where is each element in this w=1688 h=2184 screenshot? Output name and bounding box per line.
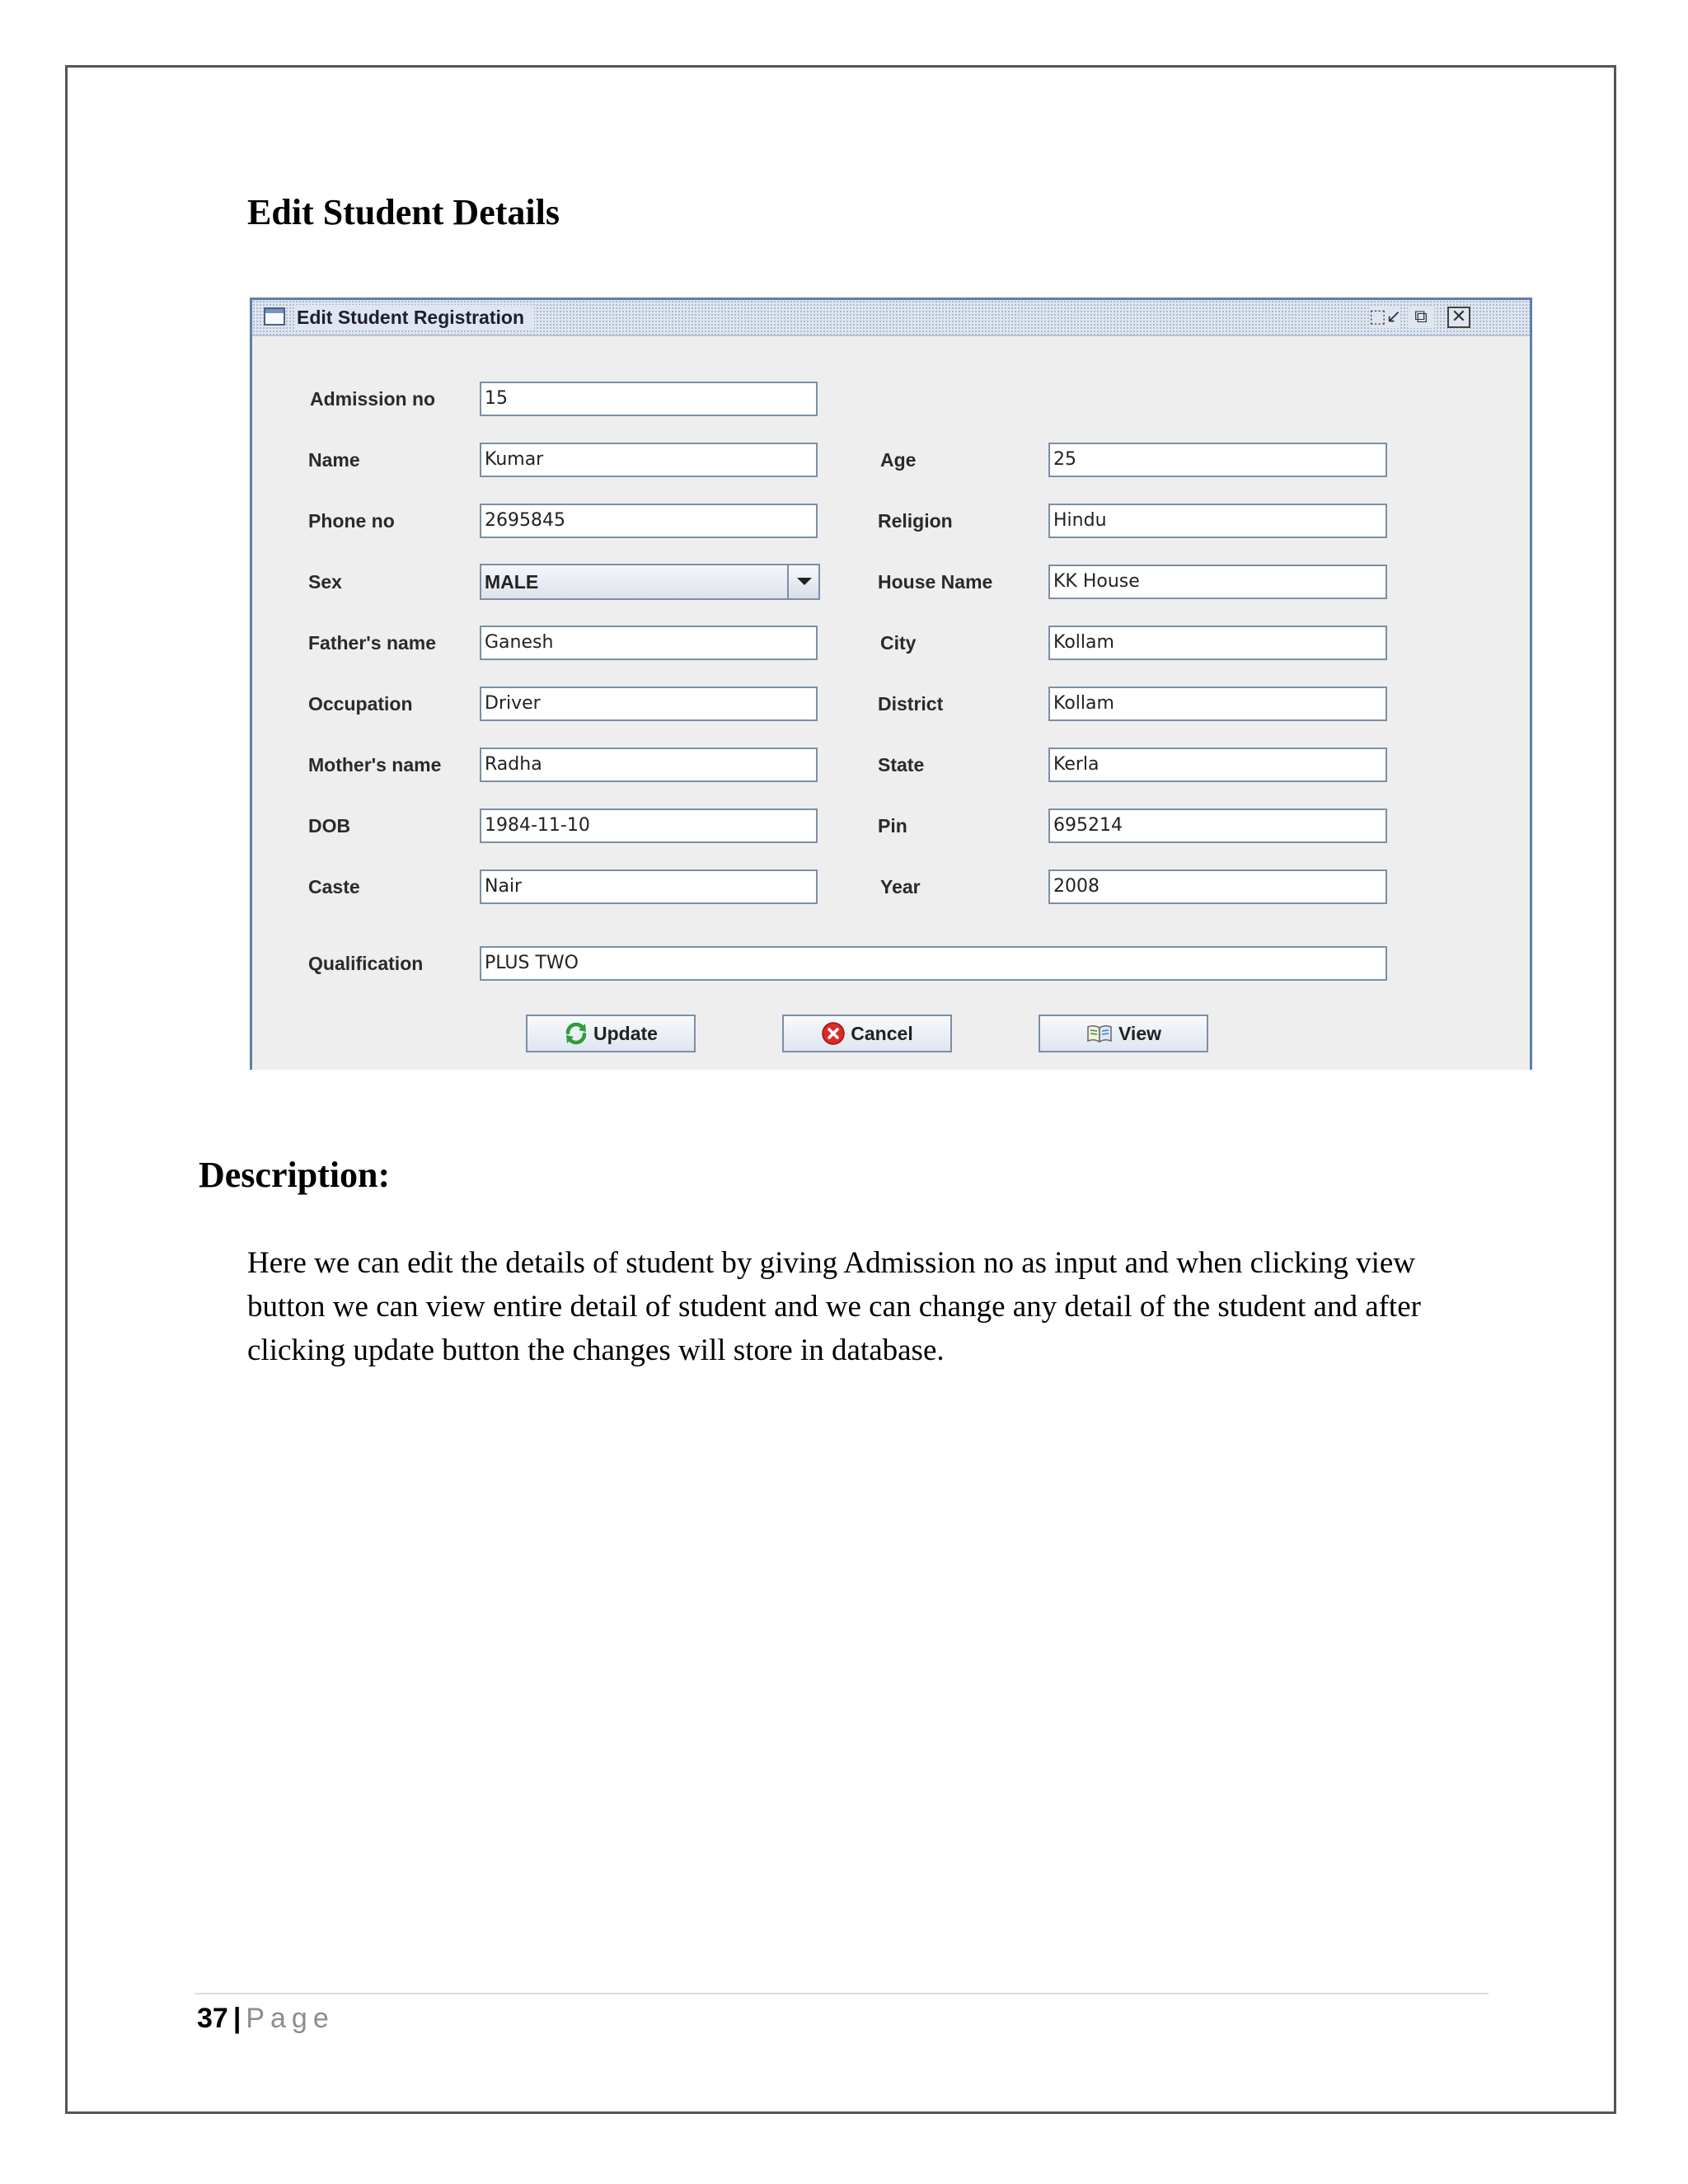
occupation-field[interactable]: Driver [480, 687, 818, 721]
page-footer [197, 2002, 335, 2035]
religion-label: Religion [878, 510, 953, 532]
admission-no-label: Admission no [310, 388, 436, 410]
phone-no-label: Phone no [308, 510, 395, 532]
book-icon [1085, 1023, 1114, 1044]
update-button[interactable] [526, 1015, 696, 1052]
mothers-name-field[interactable]: Radha [480, 748, 818, 782]
maximize-icon[interactable]: ⧉ [1408, 307, 1434, 328]
sex-select-value: MALE [485, 571, 539, 593]
cancel-button[interactable] [782, 1015, 952, 1052]
pin-label: Pin [878, 815, 907, 837]
city-field[interactable]: Kollam [1048, 626, 1387, 660]
dob-label: DOB [308, 815, 351, 837]
qualification-field[interactable]: PLUS TWO [480, 946, 1387, 981]
city-label: City [880, 632, 917, 654]
close-icon[interactable]: ✕ [1447, 307, 1470, 328]
qualification-label: Qualification [308, 953, 424, 974]
footer-divider [195, 1993, 1489, 1994]
pin-field[interactable]: 695214 [1048, 808, 1387, 843]
age-label: Age [880, 449, 917, 471]
section-heading: Edit Student Details [247, 192, 560, 232]
restore-icon[interactable]: ⬚↙ [1369, 307, 1402, 327]
window-titlebar[interactable] [252, 300, 1530, 336]
age-field[interactable]: 25 [1048, 443, 1387, 477]
caste-label: Caste [308, 876, 360, 898]
view-button[interactable] [1039, 1015, 1208, 1052]
cancel-button-label: Cancel [851, 1022, 913, 1044]
sex-label: Sex [308, 571, 342, 593]
name-field[interactable]: Kumar [480, 443, 818, 477]
update-button-label: Update [593, 1022, 658, 1044]
mothers-name-label: Mother's name [308, 754, 442, 776]
page-number: 37 [197, 2003, 228, 2034]
dob-field[interactable]: 1984-11-10 [480, 808, 818, 843]
edit-student-window [250, 298, 1532, 1070]
refresh-icon [564, 1021, 588, 1046]
house-name-field[interactable]: KK House [1048, 565, 1387, 599]
house-name-label: House Name [878, 571, 993, 593]
phone-no-field[interactable]: 2695845 [480, 504, 818, 538]
admission-no-field[interactable]: 15 [480, 382, 818, 416]
year-label: Year [880, 876, 921, 898]
cancel-icon [821, 1021, 846, 1046]
state-field[interactable]: Kerla [1048, 748, 1387, 782]
caste-field[interactable]: Nair [480, 869, 818, 904]
fathers-name-field[interactable]: Ganesh [480, 626, 818, 660]
district-field[interactable]: Kollam [1048, 687, 1387, 721]
religion-field[interactable]: Hindu [1048, 504, 1387, 538]
description-text: Here we can edit the details of student by giving Admission no as input and when clicking view button we can view entire detail of student and we can change any detail of the student and after clicking update button the changes will store in database. [247, 1246, 1421, 1367]
district-label: District [878, 693, 944, 715]
fathers-name-label: Father's name [308, 632, 437, 654]
name-label: Name [308, 449, 360, 471]
window-icon [264, 307, 285, 326]
occupation-label: Occupation [308, 693, 413, 715]
description-heading: Description: [199, 1155, 391, 1195]
window-title: Edit Student Registration [295, 305, 534, 330]
chevron-down-icon[interactable] [787, 565, 818, 598]
state-label: State [878, 754, 925, 776]
sex-select[interactable] [480, 564, 820, 600]
view-button-label: View [1118, 1022, 1161, 1044]
year-field[interactable]: 2008 [1048, 869, 1387, 904]
page-word: Page [246, 2003, 335, 2034]
footer-separator: | [232, 2003, 241, 2034]
